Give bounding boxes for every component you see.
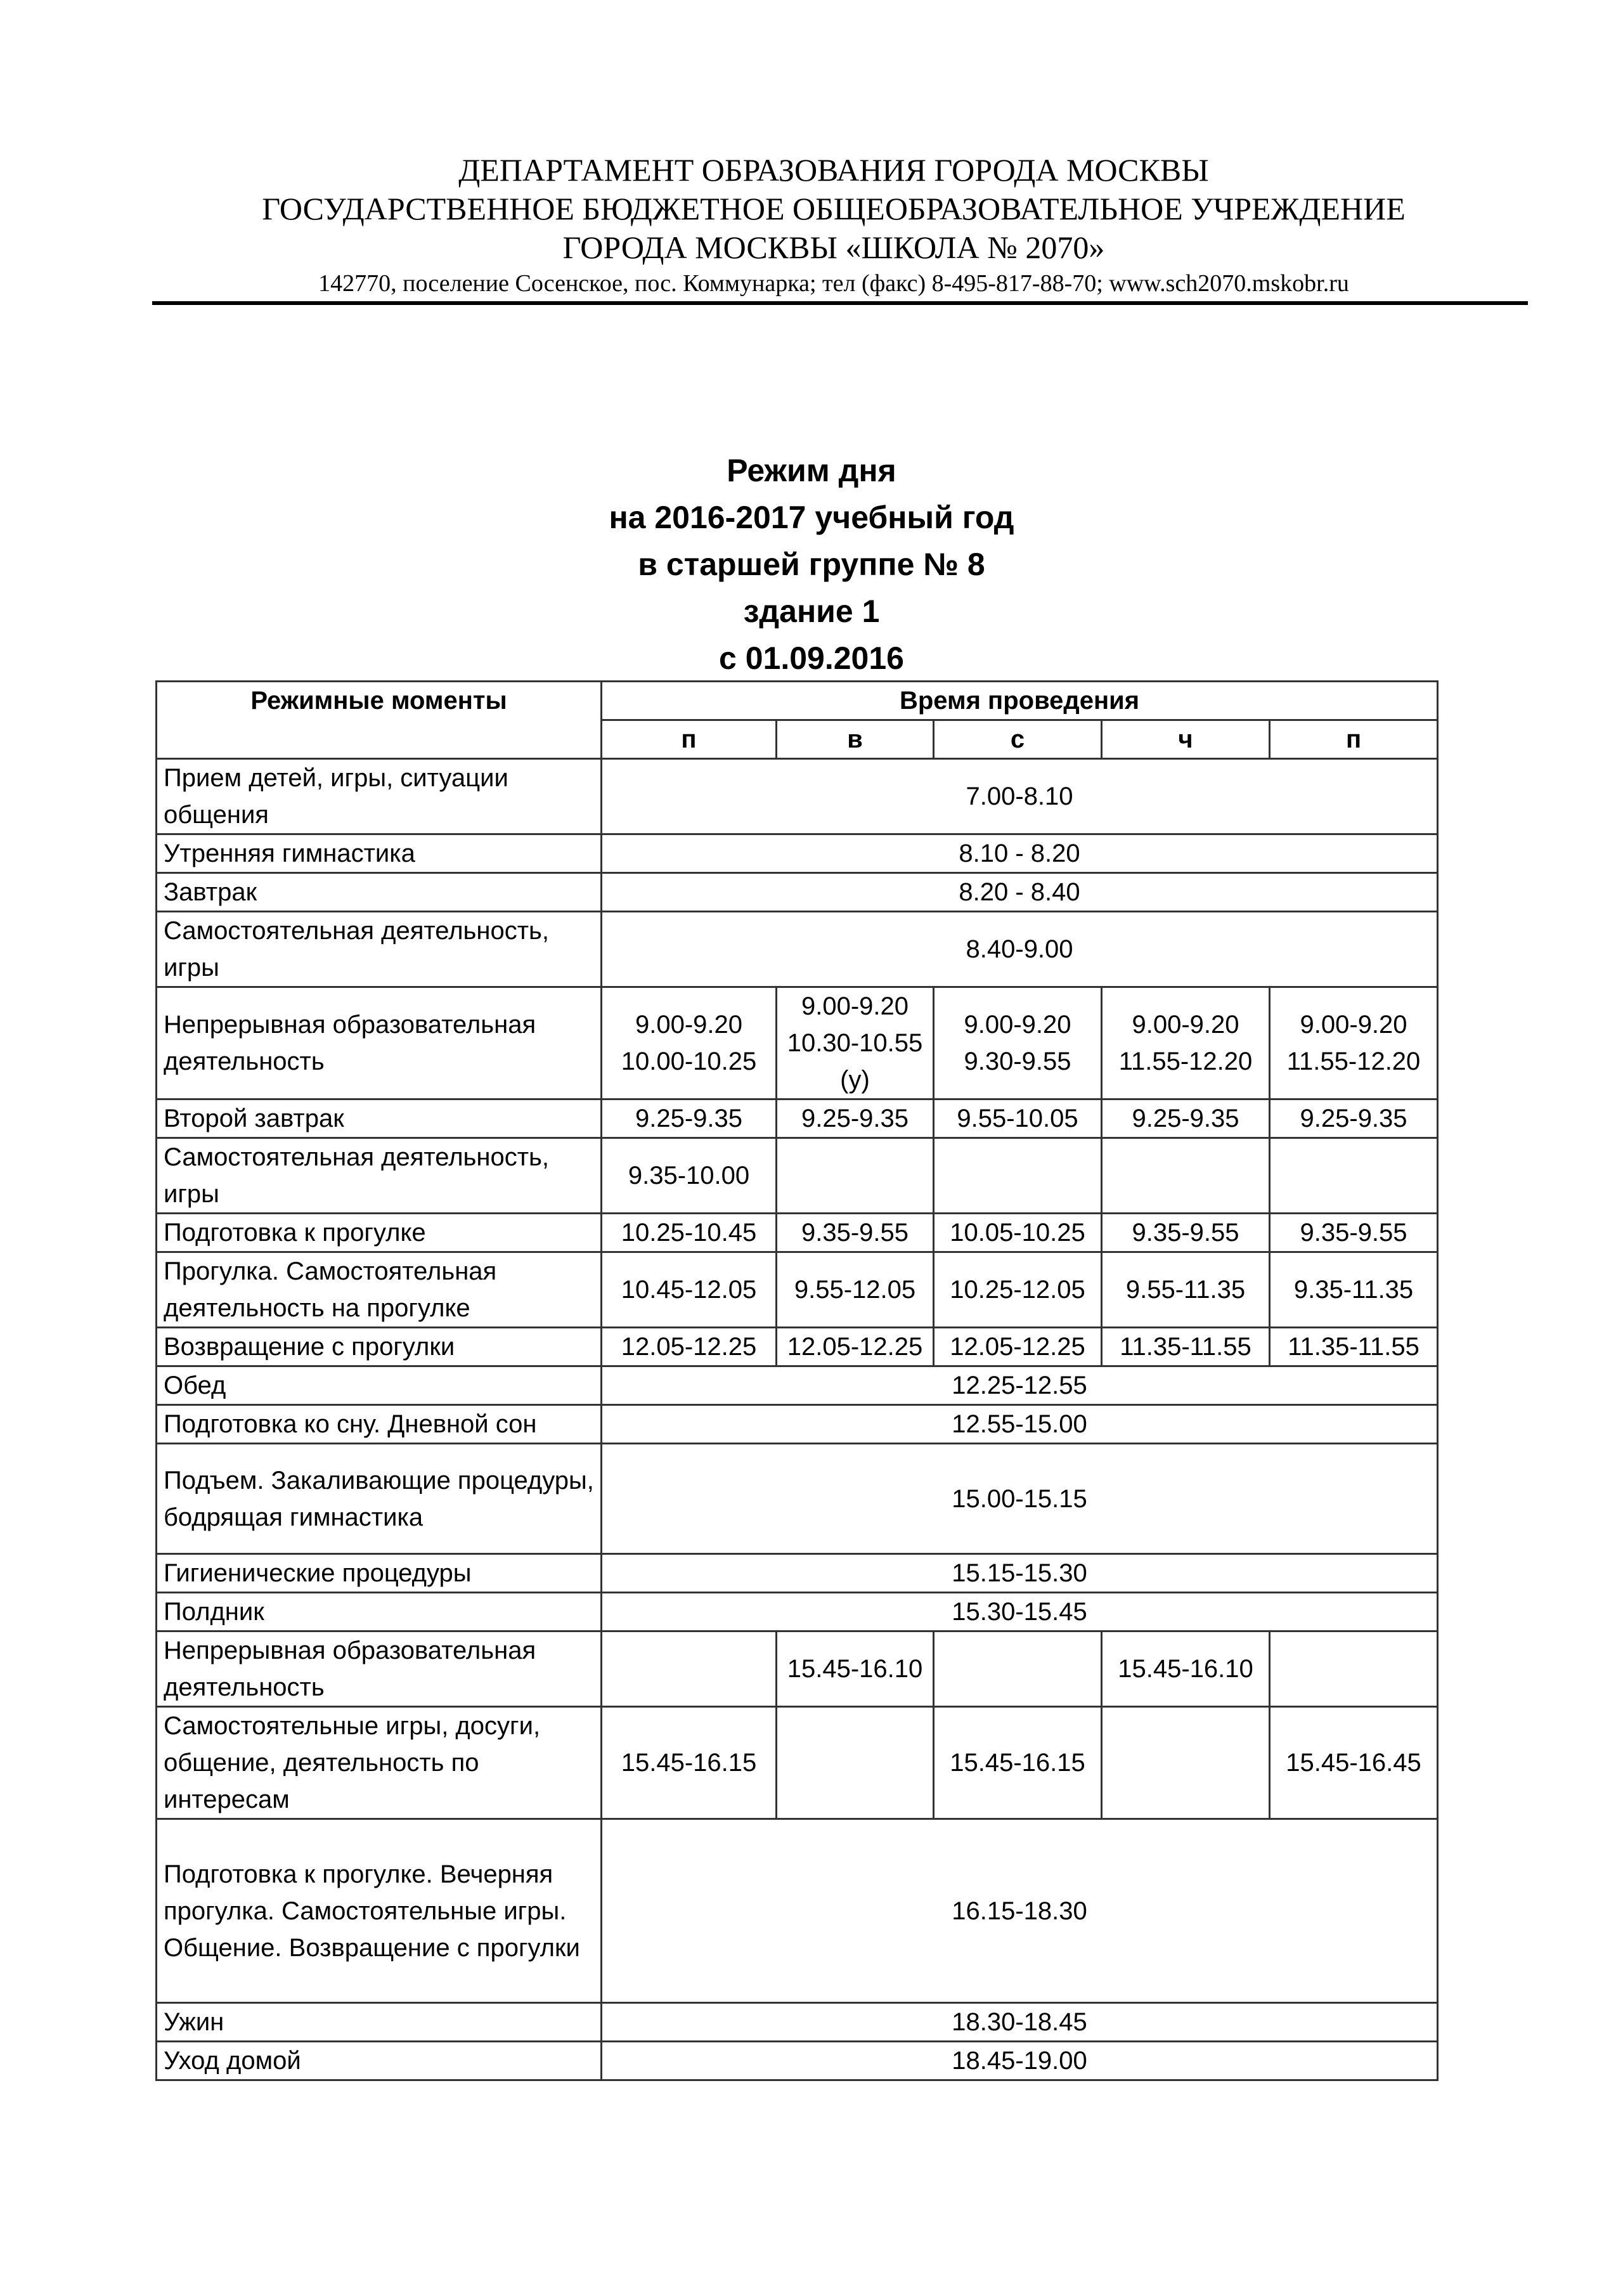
table-row	[157, 759, 1438, 834]
row-moment-name: Гигиенические процедуры	[157, 1554, 602, 1593]
row-time-day: 10.05-10.25	[934, 1214, 1102, 1252]
row-moment-name: Подготовка к прогулке. Вечерняя прогулка. Самостоятельные игры. Общение. Возвращение с прогулки	[157, 1819, 602, 2003]
row-time-day: 15.45-16.10	[777, 1631, 934, 1707]
row-time-all-days: 8.20 - 8.40	[602, 873, 1438, 912]
row-time-day: 9.35-9.55	[1270, 1214, 1438, 1252]
row-time-all-days: 7.00-8.10	[602, 759, 1438, 834]
row-time-day	[602, 987, 777, 1099]
time-line: 9.00-9.20	[964, 1011, 1071, 1039]
row-time-day	[1270, 1631, 1438, 1707]
row-time-day: 11.35-11.55	[1102, 1328, 1270, 1366]
row-time-day: 12.05-12.25	[602, 1328, 777, 1366]
row-time-all-days: 8.10 - 8.20	[602, 834, 1438, 873]
row-moment-name: Самостоятельные игры, досуги, общение, деятельность по интересам	[157, 1707, 602, 1819]
document-header	[152, 151, 1515, 300]
document-title	[273, 447, 1350, 682]
row-time-day: 15.45-16.15	[602, 1707, 777, 1819]
row-time-day: 9.25-9.35	[602, 1099, 777, 1138]
row-moment-name: Подъем. Закаливающие процедуры, бодрящая гимнастика	[157, 1444, 602, 1554]
row-moment-name: Ужин	[157, 2003, 602, 2042]
row-time-day: 9.35-9.55	[1102, 1214, 1270, 1252]
time-line: 10.30-10.55	[787, 1029, 923, 1057]
row-time-day	[934, 1631, 1102, 1707]
row-time-all-days: 12.25-12.55	[602, 1366, 1438, 1405]
row-time-day: 10.25-10.45	[602, 1214, 777, 1252]
row-time-day	[1270, 1138, 1438, 1214]
row-time-day	[777, 1707, 934, 1819]
row-moment-name: Второй завтрак	[157, 1099, 602, 1138]
title-line: Режим дня	[727, 453, 896, 488]
day-header: с	[934, 720, 1102, 759]
table-row	[157, 1328, 1438, 1366]
table-row	[157, 1138, 1438, 1214]
header-moments: Режимные моменты	[157, 682, 602, 759]
day-header: ч	[1102, 720, 1270, 759]
row-time-all-days: 12.55-15.00	[602, 1405, 1438, 1444]
title-line: здание 1	[743, 593, 880, 629]
row-time-day: 11.35-11.55	[1270, 1328, 1438, 1366]
row-time-all-days: 18.45-19.00	[602, 2042, 1438, 2080]
time-line: 9.00-9.20	[635, 1011, 743, 1039]
row-time-day: 15.45-16.10	[1102, 1631, 1270, 1707]
table-row	[157, 1366, 1438, 1405]
table-row	[157, 987, 1438, 1099]
row-time-day: 9.55-11.35	[1102, 1252, 1270, 1328]
table-row	[157, 873, 1438, 912]
title-line: в старшей группе № 8	[638, 547, 985, 582]
time-line: 11.55-12.20	[1286, 1047, 1421, 1075]
table-row	[157, 834, 1438, 873]
row-time-day: 9.55-12.05	[777, 1252, 934, 1328]
header-address: 142770, поселение Сосенское, пос. Коммунарка; тел (факс) 8-495-817-88-70; www.sch2070.mskobr.ru	[318, 270, 1349, 297]
row-moment-name: Подготовка к прогулке	[157, 1214, 602, 1252]
row-moment-name: Утренняя гимнастика	[157, 834, 602, 873]
row-moment-name: Непрерывная образовательная деятельность	[157, 1631, 602, 1707]
time-line: 9.00-9.20	[1132, 1011, 1239, 1039]
row-moment-name: Прогулка. Самостоятельная деятельность на прогулке	[157, 1252, 602, 1328]
row-time-all-days: 15.00-15.15	[602, 1444, 1438, 1554]
table-row	[157, 1444, 1438, 1554]
row-time-day	[777, 987, 934, 1099]
table-row	[157, 1554, 1438, 1593]
row-time-all-days: 16.15-18.30	[602, 1819, 1438, 2003]
row-time-day	[602, 1631, 777, 1707]
table-header-row	[157, 682, 1438, 720]
time-line: 9.00-9.20	[801, 992, 909, 1020]
row-moment-name: Самостоятельная деятельность, игры	[157, 1138, 602, 1214]
row-time-day: 12.05-12.25	[934, 1328, 1102, 1366]
day-header: в	[777, 720, 934, 759]
row-time-all-days: 15.15-15.30	[602, 1554, 1438, 1593]
row-time-day: 9.25-9.35	[777, 1099, 934, 1138]
row-time-day: 9.25-9.35	[1102, 1099, 1270, 1138]
table-row	[157, 2003, 1438, 2042]
schedule-table	[155, 680, 1439, 2081]
row-time-day: 9.35-9.55	[777, 1214, 934, 1252]
title-line: на 2016-2017 учебный год	[609, 500, 1014, 535]
table-row	[157, 1099, 1438, 1138]
table-row	[157, 1631, 1438, 1707]
row-moment-name: Обед	[157, 1366, 602, 1405]
row-moment-name: Завтрак	[157, 873, 602, 912]
time-line: 10.00-10.25	[621, 1047, 757, 1075]
header-divider	[152, 301, 1528, 305]
header-school-name: ГОРОДА МОСКВЫ «ШКОЛА № 2070»	[562, 230, 1105, 265]
table-row	[157, 912, 1438, 987]
row-time-day: 12.05-12.25	[777, 1328, 934, 1366]
table-row	[157, 1593, 1438, 1631]
row-time-day	[777, 1138, 934, 1214]
header-institution: ГОСУДАРСТВЕННОЕ БЮДЖЕТНОЕ ОБЩЕОБРАЗОВАТЕЛЬНОЕ УЧРЕЖДЕНИЕ	[262, 191, 1406, 226]
day-header: п	[602, 720, 777, 759]
header-time: Время проведения	[602, 682, 1438, 720]
row-time-day: 9.25-9.35	[1270, 1099, 1438, 1138]
row-time-day	[934, 987, 1102, 1099]
table-row	[157, 2042, 1438, 2080]
row-time-day	[1270, 987, 1438, 1099]
schedule-body	[157, 759, 1438, 2080]
table-row	[157, 1214, 1438, 1252]
day-header: п	[1270, 720, 1438, 759]
time-line: (у)	[840, 1066, 870, 1094]
row-time-day: 10.45-12.05	[602, 1252, 777, 1328]
table-row	[157, 1707, 1438, 1819]
table-row	[157, 1819, 1438, 2003]
row-moment-name: Прием детей, игры, ситуации общения	[157, 759, 602, 834]
row-time-day: 15.45-16.15	[934, 1707, 1102, 1819]
row-time-all-days: 8.40-9.00	[602, 912, 1438, 987]
row-time-day	[1102, 987, 1270, 1099]
row-time-day: 10.25-12.05	[934, 1252, 1102, 1328]
table-row	[157, 1405, 1438, 1444]
row-moment-name: Самостоятельная деятельность, игры	[157, 912, 602, 987]
time-line: 11.55-12.20	[1118, 1047, 1253, 1075]
row-moment-name: Полдник	[157, 1593, 602, 1631]
row-moment-name: Уход домой	[157, 2042, 602, 2080]
header-department: ДЕПАРТАМЕНТ ОБРАЗОВАНИЯ ГОРОДА МОСКВЫ	[458, 152, 1209, 188]
row-time-day: 9.55-10.05	[934, 1099, 1102, 1138]
row-time-day	[1102, 1707, 1270, 1819]
row-time-day: 9.35-10.00	[602, 1138, 777, 1214]
row-time-day: 9.35-11.35	[1270, 1252, 1438, 1328]
row-moment-name: Возвращение с прогулки	[157, 1328, 602, 1366]
row-time-day	[934, 1138, 1102, 1214]
time-line: 9.30-9.55	[964, 1047, 1071, 1075]
table-row	[157, 1252, 1438, 1328]
row-moment-name: Подготовка ко сну. Дневной сон	[157, 1405, 602, 1444]
row-time-all-days: 15.30-15.45	[602, 1593, 1438, 1631]
row-time-day	[1102, 1138, 1270, 1214]
row-time-all-days: 18.30-18.45	[602, 2003, 1438, 2042]
row-moment-name: Непрерывная образовательная деятельность	[157, 987, 602, 1099]
time-line: 9.00-9.20	[1300, 1011, 1407, 1039]
title-line: с 01.09.2016	[719, 640, 904, 676]
row-time-day: 15.45-16.45	[1270, 1707, 1438, 1819]
